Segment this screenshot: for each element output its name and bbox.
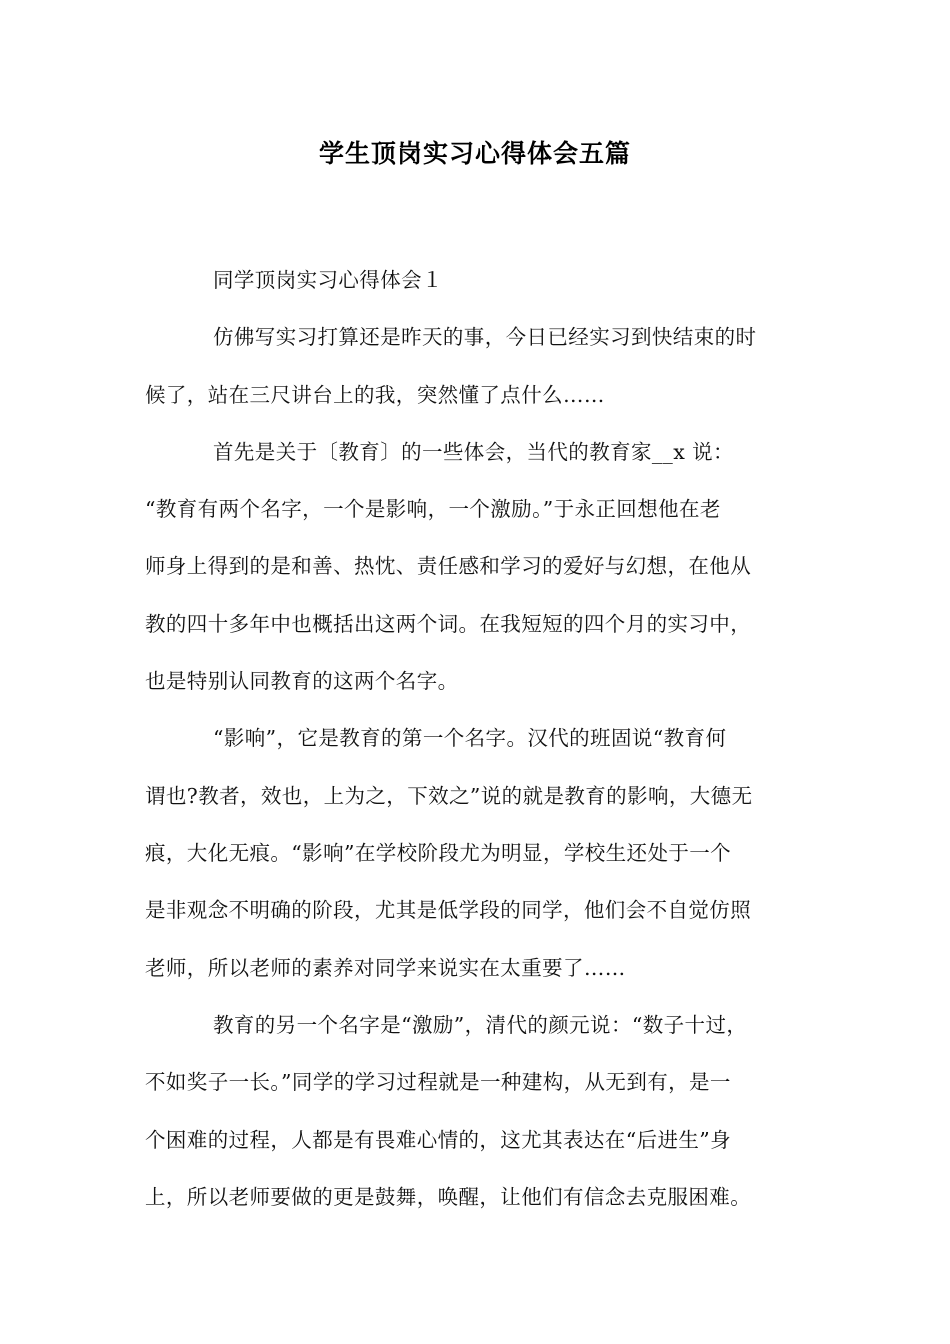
- document-title: 学生顶岗实习心得体会五篇: [318, 139, 631, 168]
- paragraph-line: 师身上得到的是和善、热忱、责任感和学习的爱好与幻想，在他从: [145, 554, 752, 578]
- paragraph-line: 教育的另一个名字是“激励”，清代的颜元说：“数子十过，: [213, 1013, 748, 1037]
- paragraph-line: 也是特别认同教育的这两个名字。: [145, 669, 459, 693]
- paragraph-line: “影响”，它是教育的第一个名字。汉代的班固说“教育何: [213, 726, 727, 750]
- paragraph-line: 是非观念不明确的阶段，尤其是低学段的同学，他们会不自觉仿照: [145, 898, 752, 922]
- paragraph-line: 上，所以老师要做的更是鼓舞，唤醒，让他们有信念去克服困难。: [145, 1185, 752, 1209]
- paragraph-line: 老师，所以老师的素养对同学来说实在太重要了……: [145, 956, 626, 980]
- paragraph-line: 不如奖子一长。”同学的学习过程就是一种建构，从无到有，是一: [145, 1070, 731, 1094]
- section-heading: 同学顶岗实习心得体会１: [213, 268, 443, 292]
- paragraph-line: 首先是关于〔教育〕的一些体会，当代的教育家__x 说：: [213, 440, 734, 464]
- paragraph-line: 谓也?教者，效也，上为之，下效之”说的就是教育的影响，大德无: [145, 784, 753, 808]
- paragraph-line: 候了，站在三尺讲台上的我，突然懂了点什么……: [145, 383, 605, 407]
- paragraph-line: “教育有两个名字，一个是影响，一个激励。”于永正回想他在老: [145, 497, 721, 521]
- paragraph-line: 痕，大化无痕。“影响”在学校阶段尤为明显，学校生还处于一个: [145, 841, 732, 865]
- paragraph-line: 仿佛写实习打算还是昨天的事，今日已经实习到快结束的时: [213, 325, 757, 349]
- paragraph-line: 个困难的过程，人都是有畏难心情的，这尤其表达在“后进生”身: [145, 1128, 732, 1152]
- paragraph-line: 教的四十多年中也概括出这两个词。在我短短的四个月的实习中，: [145, 612, 752, 636]
